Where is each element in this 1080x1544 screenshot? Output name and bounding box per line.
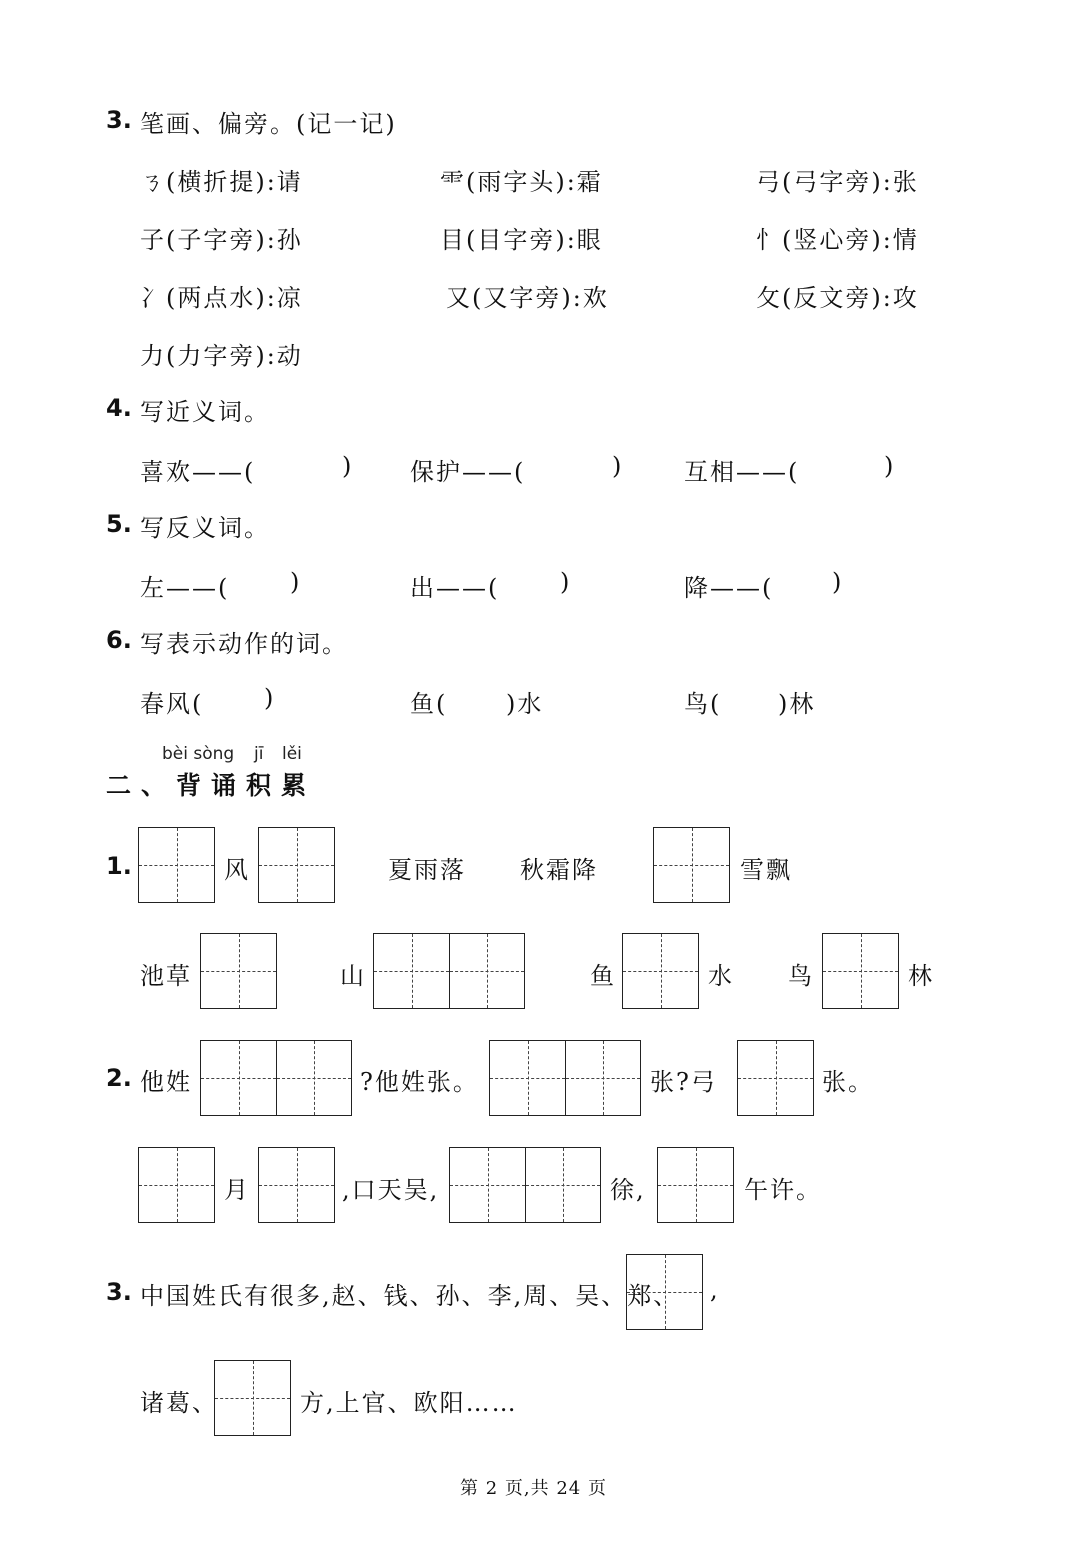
close-paren: ): [264, 684, 276, 712]
q3-item: 攵(反文旁):攻: [756, 284, 919, 312]
pinyin-bei-song: bèi sòng: [162, 744, 235, 764]
writing-grid[interactable]: [138, 1147, 215, 1223]
q4-blank: 喜欢——(: [140, 458, 256, 486]
text: ,: [710, 1276, 720, 1304]
writing-grid[interactable]: [822, 933, 899, 1009]
close-paren: ): [884, 452, 896, 480]
writing-grid[interactable]: [200, 933, 277, 1009]
text: 张。: [822, 1068, 874, 1096]
writing-grid[interactable]: [449, 1147, 601, 1223]
close-paren: ): [612, 452, 624, 480]
pinyin-ji: jī: [254, 744, 264, 764]
q3-item: 弓(弓字旁):张: [756, 168, 919, 196]
text: 水: [708, 962, 734, 990]
q5-title: 写反义词。: [140, 514, 270, 542]
q6-blank: 鸟(: [684, 690, 722, 718]
s2q2-number: 2.: [106, 1064, 132, 1092]
q3-item: 目(目字旁):眼: [440, 226, 603, 254]
q5-blank: 降——(: [684, 574, 774, 602]
text: 他姓: [140, 1068, 192, 1096]
q5-number: 5.: [106, 510, 132, 538]
text: 午许。: [744, 1176, 822, 1204]
writing-grid[interactable]: [214, 1360, 291, 1436]
text: 山: [340, 962, 366, 990]
text: 诸葛、: [140, 1389, 218, 1417]
s2q1-number: 1.: [106, 852, 132, 880]
text: 张?弓: [650, 1068, 717, 1096]
q6-blank: 春风(: [140, 690, 204, 718]
pinyin-lei: lěi: [282, 744, 302, 764]
q3-item: 忄(竖心旁):情: [756, 226, 919, 254]
text: 雪飘: [740, 856, 792, 884]
q3-title: 笔画、偏旁。(记一记): [140, 110, 397, 138]
close-paren: ): [290, 568, 302, 596]
text: 林: [908, 962, 934, 990]
text: 池草: [140, 962, 192, 990]
q6-title: 写表示动作的词。: [140, 630, 348, 658]
q6-blank-end: )林: [778, 690, 816, 718]
q4-blank: 互相——(: [684, 458, 800, 486]
text: ,口天吴,: [342, 1176, 440, 1204]
writing-grid[interactable]: [258, 827, 335, 903]
q4-number: 4.: [106, 394, 132, 422]
text: 徐,: [610, 1176, 646, 1204]
q6-blank: 鱼(: [410, 690, 448, 718]
writing-grid[interactable]: [200, 1040, 352, 1116]
q3-item: ⻗(雨字头):霜: [440, 168, 603, 196]
writing-grid[interactable]: [138, 827, 215, 903]
writing-grid[interactable]: [626, 1254, 703, 1330]
text: 秋霜降: [520, 856, 598, 884]
text: ?他姓张。: [360, 1068, 479, 1096]
q5-blank: 出——(: [410, 574, 500, 602]
close-paren: ): [832, 568, 844, 596]
q3-item: 冫(两点水):凉: [140, 284, 303, 312]
section-title: 二、背诵积累: [106, 771, 317, 800]
q5-blank: 左——(: [140, 574, 230, 602]
q3-number: 3.: [106, 106, 132, 134]
page-footer: 第 2 页,共 24 页: [460, 1478, 607, 1499]
writing-grid[interactable]: [373, 933, 525, 1009]
writing-grid[interactable]: [258, 1147, 335, 1223]
q3-item: 力(力字旁):动: [140, 342, 303, 370]
q6-blank-end: )水: [506, 690, 544, 718]
text: 鱼: [590, 962, 616, 990]
text: 月: [224, 1176, 250, 1204]
text: 方,上官、欧阳……: [300, 1389, 518, 1417]
text: 夏雨落: [388, 856, 466, 884]
writing-grid[interactable]: [489, 1040, 641, 1116]
q4-blank: 保护——(: [410, 458, 526, 486]
q3-item: ㄋ(横折提):请: [140, 168, 303, 196]
q6-number: 6.: [106, 626, 132, 654]
writing-grid[interactable]: [653, 827, 730, 903]
writing-grid[interactable]: [622, 933, 699, 1009]
q3-item: 又(又字旁):欢: [446, 284, 609, 312]
text: 风: [224, 856, 250, 884]
writing-grid[interactable]: [657, 1147, 734, 1223]
close-paren: ): [560, 568, 572, 596]
text: 鸟: [788, 962, 814, 990]
s2q3-number: 3.: [106, 1278, 132, 1306]
q3-item: 子(子字旁):孙: [140, 226, 303, 254]
close-paren: ): [342, 452, 354, 480]
text: 中国姓氏有很多,赵、钱、孙、李,周、吴、郑、: [140, 1282, 680, 1310]
q4-title: 写近义词。: [140, 398, 270, 426]
writing-grid[interactable]: [737, 1040, 814, 1116]
